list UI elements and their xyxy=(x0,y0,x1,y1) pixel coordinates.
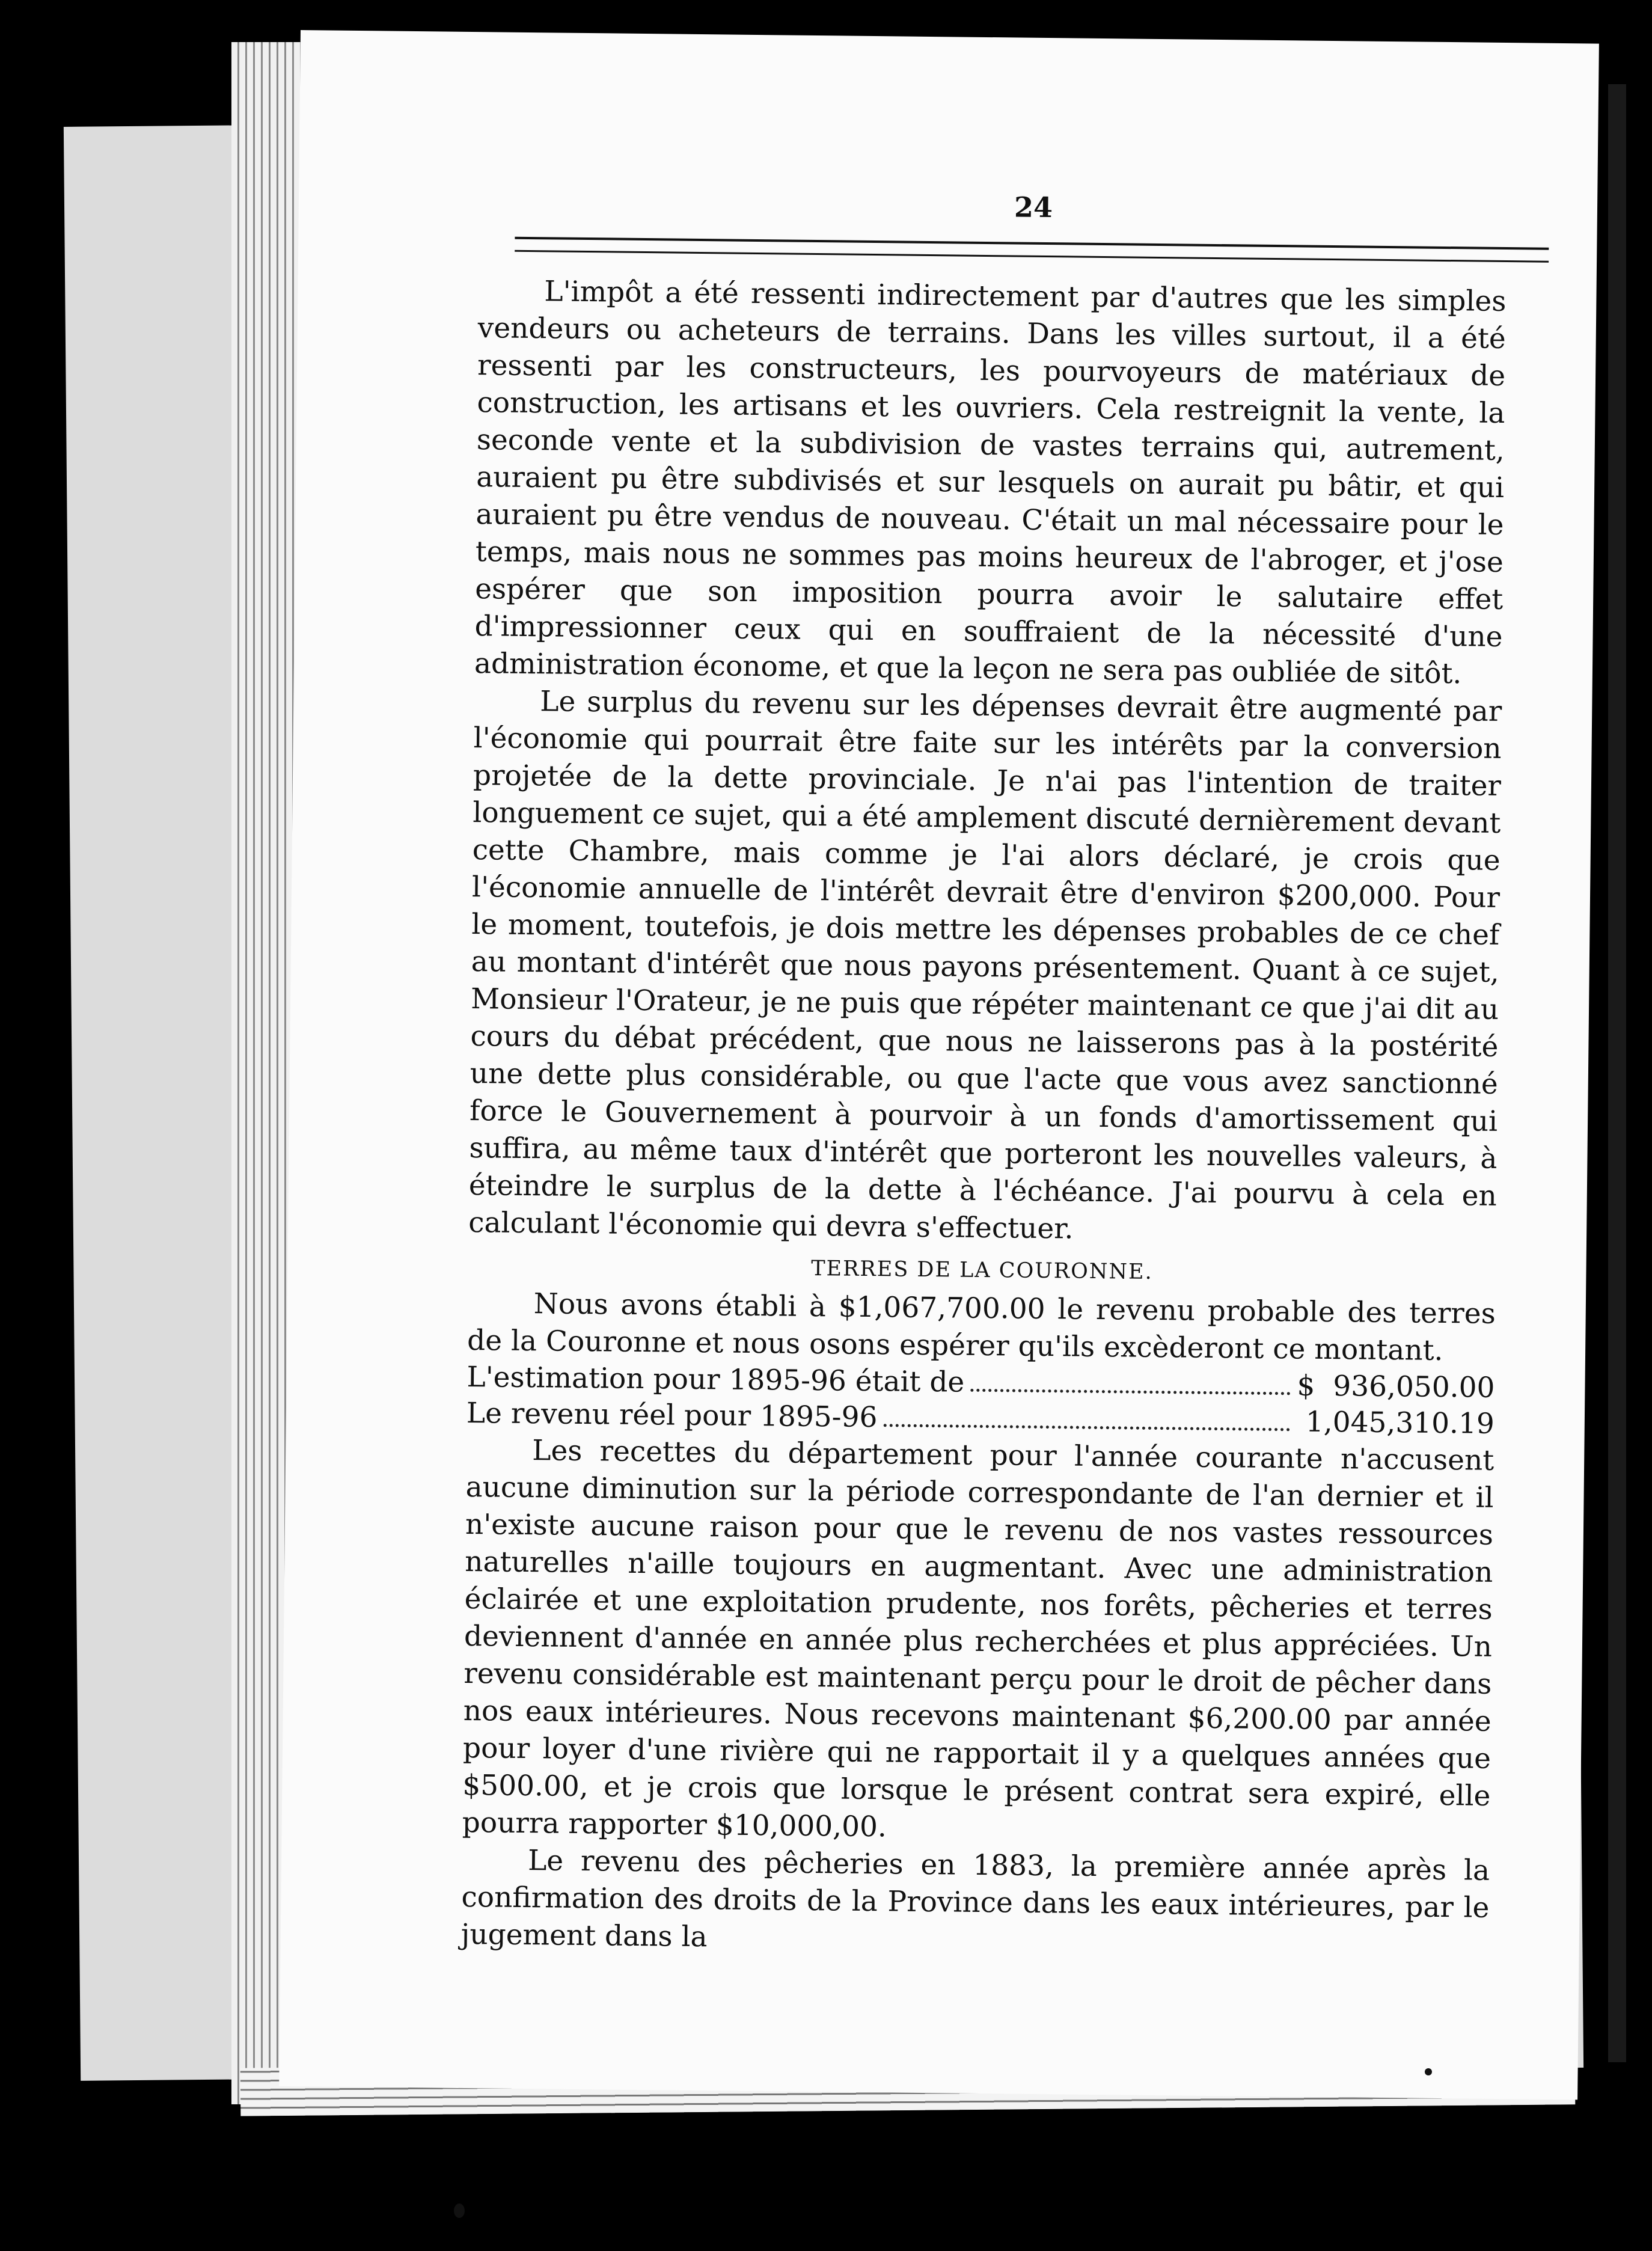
paragraph-recettes: Les recettes du département pour l'année courante n'accusent aucune diminution sur la période correspondante de l'an dernier et il n'existe aucune raison pour que le revenu de nos vastes ressources naturelles n'aille toujours en augmentant. Avec une administration éclairée et une exploitation prudente, nos forêts, pêcheries et terres deviennent d'année en année plus recherchées et plus appréciées. Un revenu considérable est maintenant perçu pour le droit de pêcher dans nos eaux intérieures. Nous recevons maintenant $6,200.00 par année pour loyer d'une rivière qui ne rapportait il y a quelques années que $500.00, et je crois que lorsque le présent contrat sera expiré, elle pourra rapporter $10,000,00. xyxy=(462,1434,1494,1844)
page-body xyxy=(461,272,1507,1964)
scan-speck xyxy=(454,2204,465,2218)
paragraph-surplus: Le surplus du revenu sur les dépenses devrait être augmenté par l'économie qui pourrait être faite sur les intérêts par la conversion projetée de la dette provinciale. Je n'ai pas l'intention de traiter longuement ce sujet, qui a été amplement discuté dernièrement devant cette Chambre, mais comme je l'ai alors déclaré, je crois que l'économie annuelle de l'intérêt devrait être d'environ $200,000. Pour le moment, toutefois, je dois mettre les dépenses probables de ce chef au montant d'intérêt que nous payons présentement. Quant à ce sujet, Monsieur l'Orateur, je ne puis que répéter maintenant ce que j'ai dit au cours du débat précédent, que nous ne laisserons pas à la postérité une dette plus considérable, ou que l'acte que vous avez sanctionné force le Gouvernement à pourvoir à un fonds d'amortissement qui suffira, au même taux d'intérêt que porteront les nouvelles valeurs, à éteindre le surplus de la dette à l'échéance. J'ai pourvu à cela en calculant l'économie qui devra s'effectuer. xyxy=(468,685,1502,1246)
dot-leader xyxy=(970,1389,1290,1395)
paragraph-pecheries: Le revenu des pêcheries en 1883, la première année après la confirmation des droits de la Province dans les eaux intérieures, par le jugement dans la xyxy=(460,1844,1490,1954)
section-heading: TERRES DE LA COURONNE. xyxy=(810,1257,1153,1284)
estimate-amount: 1,045,310.19 xyxy=(1305,1405,1495,1441)
dot-leader xyxy=(883,1424,1289,1431)
page-number: 24 xyxy=(1014,191,1053,224)
paragraph-terres-intro: Nous avons établi à $1,067,700.00 le revenu probable des terres de la Couronne et nous osons espérer qu'ils excèderont ce montant. xyxy=(467,1287,1496,1368)
book-page xyxy=(279,30,1599,2099)
estimate-table xyxy=(467,1359,1495,1442)
header-double-rule xyxy=(515,237,1549,263)
paragraph-impot: L'impôt a été ressenti indirectement par d'autres que les simples vendeurs ou acheteurs de terrains. Dans les villes surtout, il a été ressenti par les constructeurs, les pourvoyeurs de matériaux de construction, les artisans et les ouvriers. Cela restreignit la vente, la seconde vente et la subdivision de vastes terrains qui, autrement, auraient pu être subdivisés et sur lesquels on aurait pu bâtir, et qui auraient pu être vendus de nouveau. C'était un mal nécessaire pour le temps, mais nous ne sommes pas moins heureux de l'abroger, et j'ose espérer que son imposition pourra avoir le salutaire effet d'impressionner ceux qui en souffraient de la nécessité d'une administration économe, et que la leçon ne sera pas oubliée de sitôt. xyxy=(474,275,1507,691)
estimate-label: L'estimation pour 1895-96 était de xyxy=(467,1361,965,1399)
estimate-label: Le revenu réel pour 1895-96 xyxy=(466,1397,878,1435)
book-right-edge xyxy=(1608,84,1626,2062)
estimate-amount: $ 936,050.00 xyxy=(1297,1369,1495,1404)
scan-speck xyxy=(1425,2068,1432,2075)
